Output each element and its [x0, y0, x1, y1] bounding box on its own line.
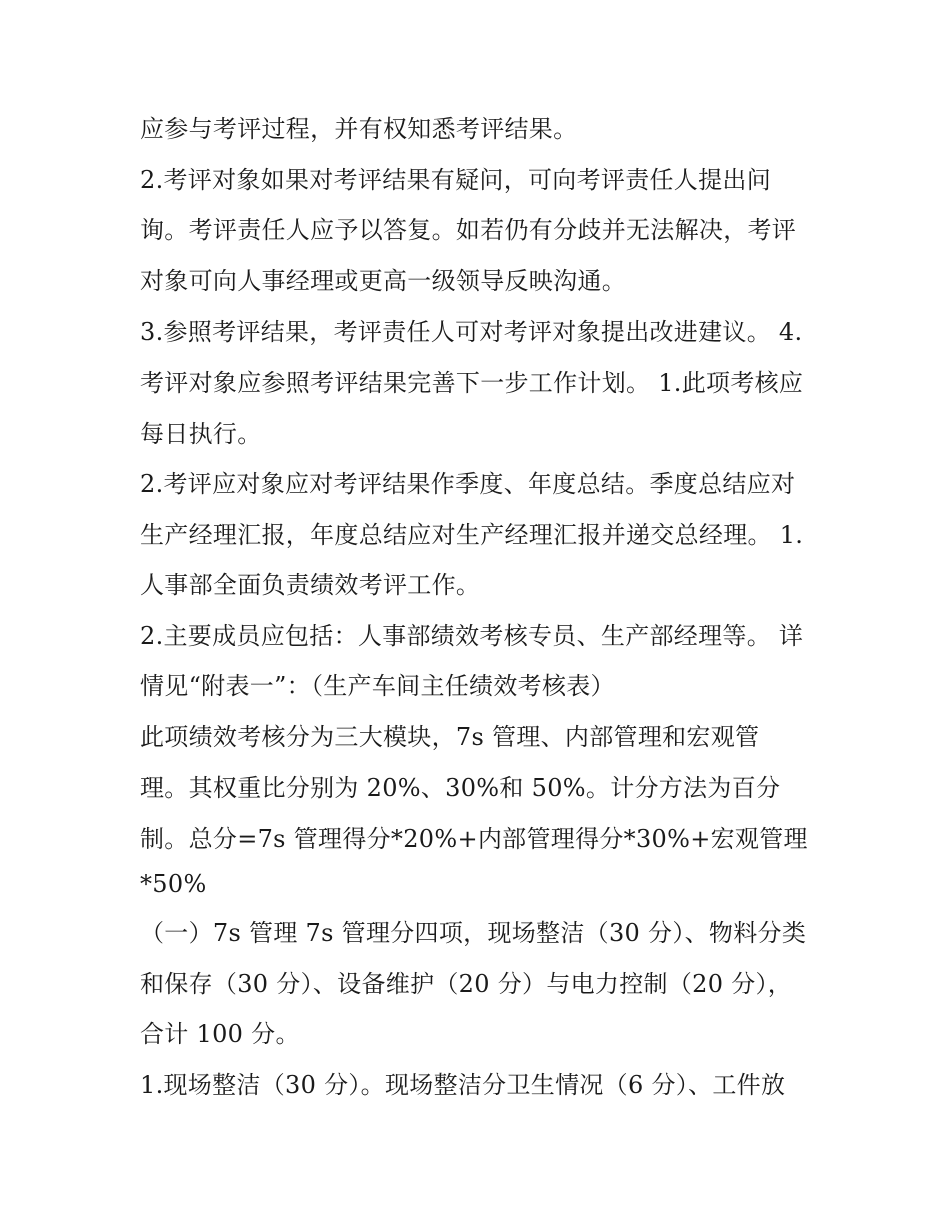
text-line: 询。考评责任人应予以答复。如若仍有分歧并无法解决，考评	[140, 216, 797, 244]
text-line: 3.参照考评结果，考评责任人可对考评对象提出改进建议。 4.	[140, 318, 803, 346]
text-line: 应参与考评过程，并有权知悉考评结果。	[140, 115, 578, 143]
text-line: 合计 100 分。	[140, 1020, 300, 1048]
text-line: 考评对象应参照考评结果完善下一步工作计划。 1.此项考核应	[140, 369, 804, 397]
text-line: *50%	[140, 870, 207, 898]
text-line: 人事部全面负责绩效考评工作。	[140, 571, 481, 599]
text-line: 每日执行。	[140, 420, 262, 448]
text-line: 2.考评应对象应对考评结果作季度、年度总结。季度总结应对	[140, 470, 796, 498]
text-line: 2.考评对象如果对考评结果有疑问，可向考评责任人提出问	[140, 166, 771, 194]
text-line: 情见“附表一”：（生产车间主任绩效考核表）	[140, 672, 615, 700]
text-line: 和保存（30 分）、设备维护（20 分）与电力控制（20 分），	[140, 970, 793, 998]
text-line: 理。其权重比分别为 20%、30%和 50%。计分方法为百分	[140, 774, 781, 802]
text-line: 2.主要成员应包括：人事部绩效考核专员、生产部经理等。 详	[140, 622, 804, 650]
text-line: 制。总分=7s 管理得分*20%+内部管理得分*30%+宏观管理	[140, 825, 808, 853]
text-line: 生产经理汇报，年度总结应对生产经理汇报并递交总经理。 1.	[140, 521, 804, 549]
text-line: 此项绩效考核分为三大模块，7s 管理、内部管理和宏观管	[140, 723, 760, 751]
text-line: （一）7s 管理 7s 管理分四项，现场整洁（30 分）、物料分类	[140, 919, 807, 947]
text-line: 对象可向人事经理或更高一级领导反映沟通。	[140, 267, 626, 295]
text-line: 1.现场整洁（30 分）。现场整洁分卫生情况（6 分）、工件放	[140, 1071, 786, 1099]
